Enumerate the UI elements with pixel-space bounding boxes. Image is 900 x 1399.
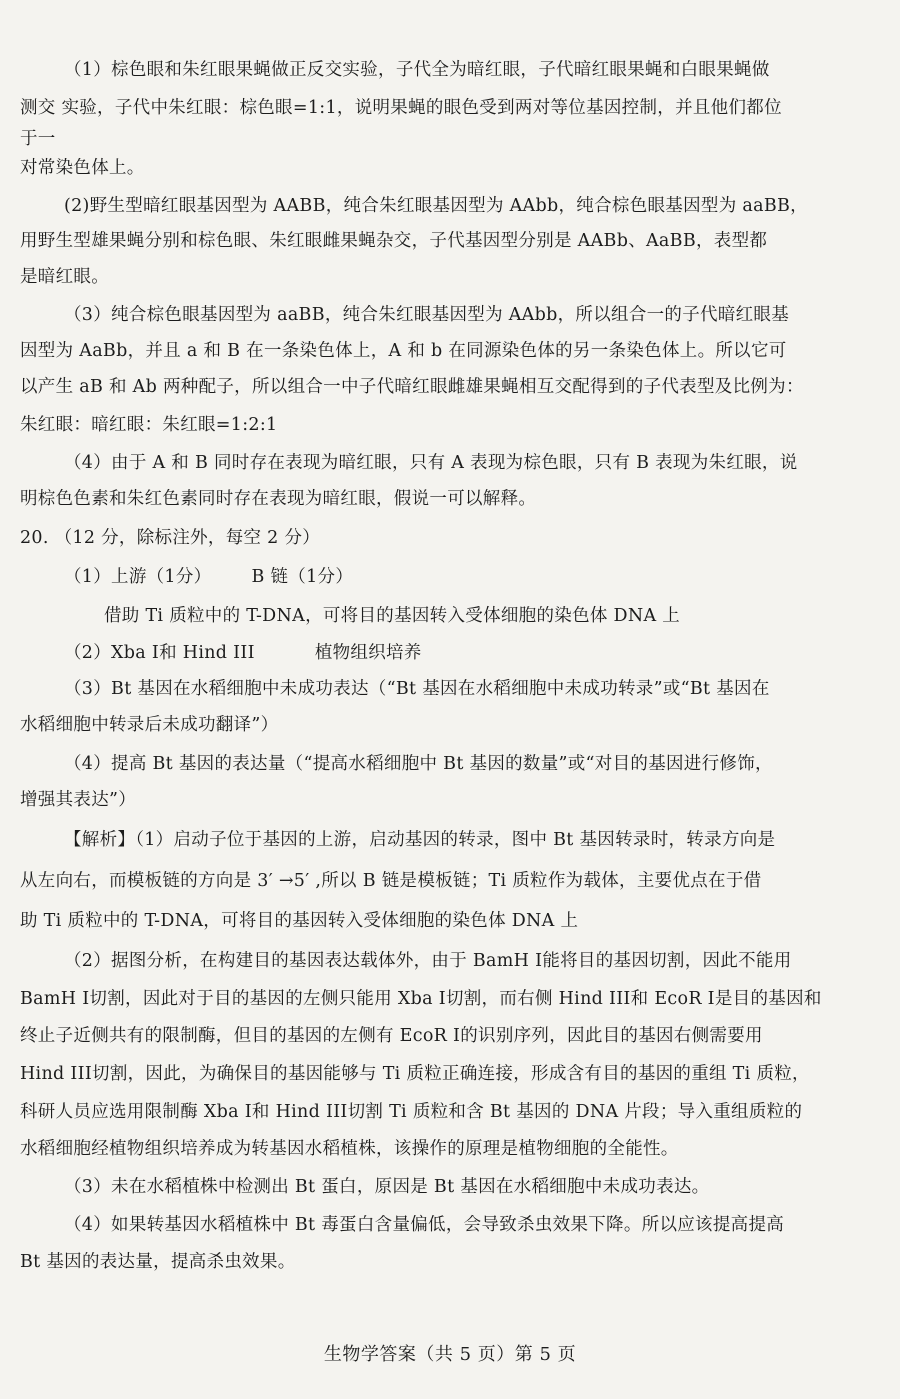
q20-a2-line xyxy=(64,642,422,664)
q20-header: 20. （12 分，除标注外，每空 2 分） xyxy=(20,528,321,548)
q20-analysis-2-line1: （2）据图分析，在构建目的基因表达载体外，由于 BamH I能将目的基因切割，因此不能用 xyxy=(64,951,792,971)
q20-analysis-4-line2: Bt 基因的表达量，提高杀虫效果。 xyxy=(20,1252,296,1272)
q20-analysis-1-line1: 【解析】（1）启动子位于基因的上游，启动基因的转录，图中 Bt 基因转录时，转录方向是 xyxy=(64,830,776,850)
q20-a2-part1: （2）Xba I和 Hind III xyxy=(64,643,255,663)
q20-a2-part2: 植物组织培养 xyxy=(314,643,422,663)
q19-p2-line1: (2)野生型暗红眼基因型为 AABB，纯合朱红眼基因型为 AAbb，纯合棕色眼基因型为 aaBB， xyxy=(64,196,808,216)
q19-p4-line1: （4）由于 A 和 B 同时存在表现为暗红眼，只有 A 表现为棕色眼，只有 B 表现为朱红眼，说 xyxy=(64,453,798,473)
q20-analysis-3-line1: （3）未在水稻植株中检测出 Bt 蛋白，原因是 Bt 基因在水稻细胞中未成功表达。 xyxy=(64,1177,710,1197)
q19-p1-line2: 测交 实验，子代中朱红眼：棕色眼=1:1，说明果蝇的眼色受到两对等位基因控制，并且他们都位 xyxy=(20,98,782,118)
q20-a4-line1: （4）提高 Bt 基因的表达量（“提高水稻细胞中 Bt 基因的数量”或“对目的基因进行修饰， xyxy=(64,754,773,774)
q20-a3-line1: （3）Bt 基因在水稻细胞中未成功表达（“Bt 基因在水稻细胞中未成功转录”或“Bt 基因在 xyxy=(64,679,770,699)
q19-p1-line4: 对常染色体上。 xyxy=(20,158,145,178)
q20-a1-part1: （1）上游（1分） xyxy=(64,567,212,587)
q20-analysis-2-line6: 水稻细胞经植物组织培养成为转基因水稻植株，该操作的原理是植物细胞的全能性。 xyxy=(20,1139,679,1159)
q20-analysis-2-line3: 终止子近侧共有的限制酶，但目的基因的左侧有 EcoR I的识别序列，因此目的基因右侧需要用 xyxy=(20,1026,763,1046)
q20-a4-line2: 增强其表达”） xyxy=(20,790,137,810)
q19-p3-line2: 因型为 AaBb，并且 a 和 B 在一条染色体上，A 和 b 在同源染色体的另一条染色体上。所以它可 xyxy=(20,341,787,361)
q19-p3-line3: 以产生 aB 和 Ab 两种配子，所以组合一中子代暗红眼雌雄果蝇相互交配得到的子代表型及比例为： xyxy=(20,377,804,397)
q20-a1-line1 xyxy=(64,566,353,588)
q20-analysis-2-line5: 科研人员应选用限制酶 Xba I和 Hind III切割 Ti 质粒和含 Bt 基因的 DNA 片段；导入重组质粒的 xyxy=(20,1102,803,1122)
q19-p3-line4: 朱红眼：暗红眼：朱红眼=1:2:1 xyxy=(20,415,278,435)
q20-a1-line2: 借助 Ti 质粒中的 T-DNA，可将目的基因转入受体细胞的染色体 DNA 上 xyxy=(104,606,681,626)
q20-analysis-1-line3: 助 Ti 质粒中的 T-DNA，可将目的基因转入受体细胞的染色体 DNA 上 xyxy=(20,911,579,931)
q19-p2-line2: 用野生型雄果蝇分别和棕色眼、朱红眼雌果蝇杂交，子代基因型分别是 AABb、AaBB，表型都 xyxy=(20,231,768,251)
q20-a3-line2: 水稻细胞中转录后未成功翻译”） xyxy=(20,715,279,735)
q19-p3-line1: （3）纯合棕色眼基因型为 aaBB，纯合朱红眼基因型为 AAbb，所以组合一的子代暗红眼基 xyxy=(64,305,790,325)
q19-p2-line3: 是暗红眼。 xyxy=(20,267,109,287)
q20-analysis-2-line2: BamH I切割，因此对于目的基因的左侧只能用 Xba I切割，而右侧 Hind III和 EcoR I是目的基因和 xyxy=(20,989,822,1009)
q20-analysis-4-line1: （4）如果转基因水稻植株中 Bt 毒蛋白含量偏低，会导致杀虫效果下降。所以应该提高提高 xyxy=(64,1215,785,1235)
q19-p1-line1: （1）棕色眼和朱红眼果蝇做正反交实验，子代全为暗红眼，子代暗红眼果蝇和白眼果蝇做 xyxy=(64,60,770,80)
q19-p4-line2: 明棕色色素和朱红色素同时存在表现为暗红眼，假说一可以解释。 xyxy=(20,489,537,509)
q20-a1-part2: B 链（1分） xyxy=(251,567,354,587)
page-footer: 生物学答案（共 5 页）第 5 页 xyxy=(323,1344,577,1365)
q19-p1-line3: 于一 xyxy=(20,129,56,149)
q20-analysis-1-line2: 从左向右，而模板链的方向是 3′ →5′ ,所以 B 链是模板链；Ti 质粒作为载体，主要优点在于借 xyxy=(20,871,762,891)
q20-analysis-2-line4: Hind III切割，因此，为确保目的基因能够与 Ti 质粒正确连接，形成含有目的基因的重组 Ti 质粒， xyxy=(20,1064,810,1084)
